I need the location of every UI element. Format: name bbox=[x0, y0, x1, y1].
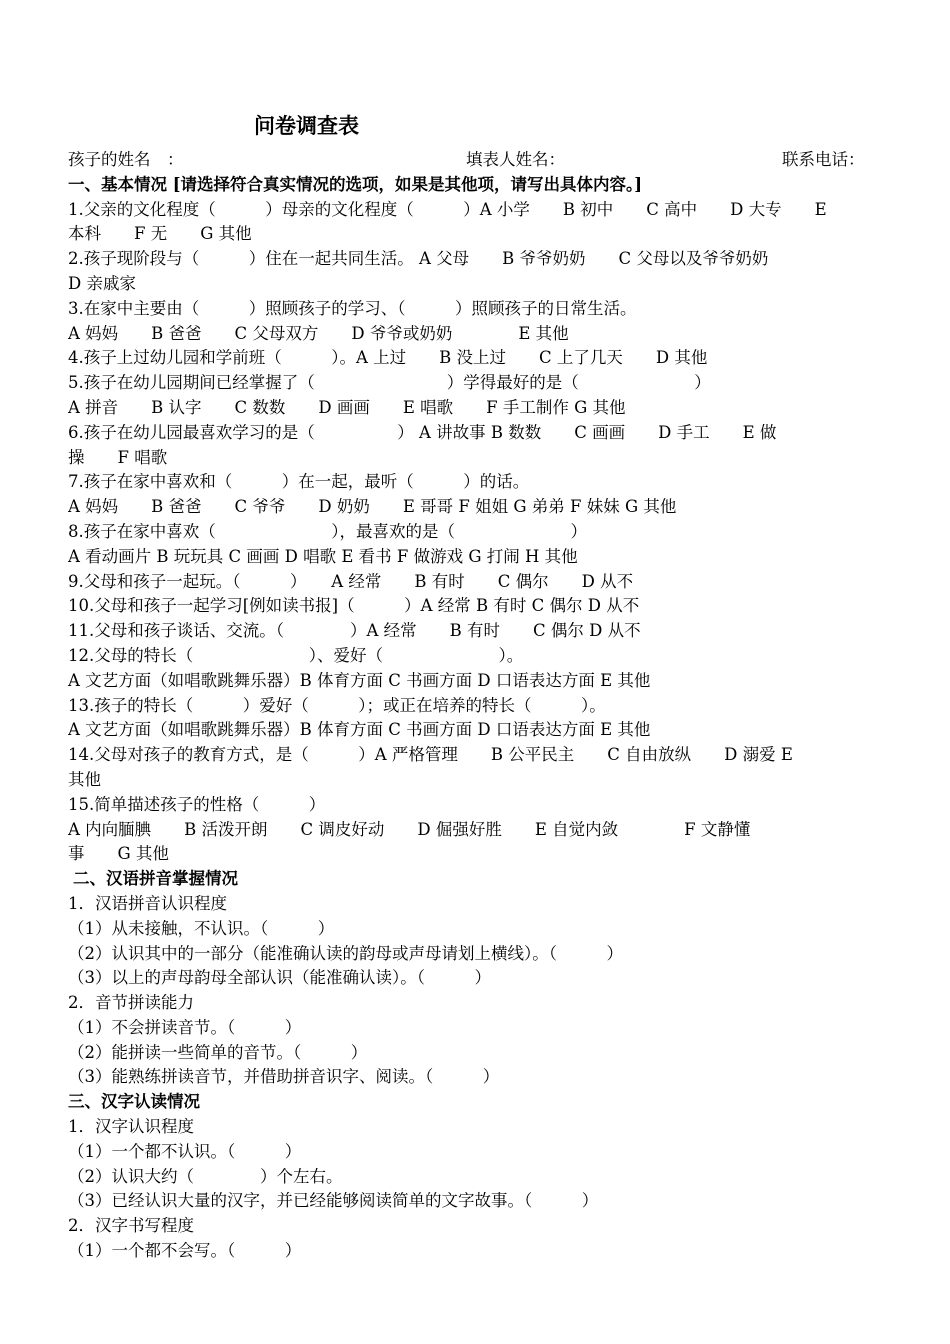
question-line: 1.父亲的文化程度（ ）母亲的文化程度（ ）A 小学 B 初中 C 高中 D 大专 E bbox=[68, 199, 827, 219]
question-line: A 内向腼腆 B 活泼开朗 C 调皮好动 D 倔强好胜 E 自觉内敛 F 文静懂 bbox=[68, 819, 751, 839]
question-line: （1）从未接触，不认识。（ ） bbox=[68, 918, 335, 938]
question-line: 6.孩子在幼儿园最喜欢学习的是（ ） A 讲故事 B 数数 C 画画 D 手工 E 做 bbox=[68, 422, 777, 442]
section-heading: 一、基本情况 [请选择符合真实情况的选项，如果是其他项，请写出具体内容。] bbox=[68, 174, 643, 194]
question-line: 8.孩子在家中喜欢（ ），最喜欢的是（ ） bbox=[68, 521, 587, 541]
question-line: （1）一个都不认识。（ ） bbox=[68, 1141, 302, 1161]
question-line: A 妈妈 B 爸爸 C 父母双方 D 爷爷或奶奶 E 其他 bbox=[68, 323, 569, 343]
child-name-label: 孩子的姓名 ： bbox=[68, 150, 184, 169]
questionnaire-body bbox=[68, 173, 888, 1264]
question-line: 2．汉字书写程度 bbox=[68, 1216, 194, 1236]
question-line: 2.孩子现阶段与（ ）住在一起共同生活。 A 父母 B 爷爷奶奶 C 父母以及爷爷奶奶 bbox=[68, 249, 769, 269]
question-line: （3）能熟练拼读音节，并借助拼音识字、阅读。（ ） bbox=[68, 1067, 500, 1087]
question-line: 14.父母对孩子的教育方式，是（ ）A 严格管理 B 公平民主 C 自由放纵 D 溺爱 E bbox=[68, 745, 793, 765]
question-line: 1．汉字认识程度 bbox=[68, 1117, 194, 1137]
question-line: 事 G 其他 bbox=[68, 844, 169, 864]
question-line: D 亲戚家 bbox=[68, 273, 136, 293]
question-line: （1）一个都不会写。（ ） bbox=[68, 1241, 302, 1261]
question-line: 5.孩子在幼儿园期间已经掌握了（ ）学得最好的是（ ） bbox=[68, 373, 711, 393]
question-line: 10.父母和孩子一起学习[例如读书报]（ ）A 经常 B 有时 C 偶尔 D 从不 bbox=[68, 596, 640, 616]
section-heading: 三、汉字认读情况 bbox=[68, 1092, 200, 1112]
question-line: A 妈妈 B 爸爸 C 爷爷 D 奶奶 E 哥哥 F 姐姐 G 弟弟 F 妹妹 G 其他 bbox=[68, 497, 677, 517]
questionnaire-page bbox=[68, 108, 888, 1264]
question-line: A 拼音 B 认字 C 数数 D 画画 E 唱歌 F 手工制作 G 其他 bbox=[68, 397, 626, 417]
question-line: 2．音节拼读能力 bbox=[68, 993, 194, 1013]
question-line: 9.父母和孩子一起玩。（ ） A 经常 B 有时 C 偶尔 D 从不 bbox=[68, 571, 634, 591]
phone-label: 联系电话： bbox=[782, 150, 865, 169]
question-line: 本科 F 无 G 其他 bbox=[68, 224, 252, 244]
question-line: 7.孩子在家中喜欢和（ ）在一起，最听（ ）的话。 bbox=[68, 472, 530, 492]
question-line: （3）以上的声母韵母全部认识（能准确认读）。（ ） bbox=[68, 968, 491, 988]
question-line: 1．汉语拼音认识程度 bbox=[68, 893, 227, 913]
info-row bbox=[68, 148, 888, 173]
question-line: 3.在家中主要由（ ）照顾孩子的学习、（ ）照顾孩子的日常生活。 bbox=[68, 298, 637, 318]
question-line: （2）能拼读一些简单的音节。（ ） bbox=[68, 1042, 368, 1062]
question-line: 其他 bbox=[68, 769, 101, 789]
question-line: A 看动画片 B 玩玩具 C 画画 D 唱歌 E 看书 F 做游戏 G 打闹 H 其他 bbox=[68, 546, 578, 566]
question-line: A 文艺方面（如唱歌跳舞乐器）B 体育方面 C 书画方面 D 口语表达方面 E 其他 bbox=[68, 670, 651, 690]
page-title: 问卷调查表 bbox=[254, 114, 359, 138]
section-heading: 二、汉语拼音掌握情况 bbox=[73, 869, 238, 889]
question-line: （3）已经认识大量的汉字，并已经能够阅读简单的文字故事。（ ） bbox=[68, 1191, 599, 1211]
question-line: （1）不会拼读音节。（ ） bbox=[68, 1017, 302, 1037]
question-line: 13.孩子的特长（ ）爱好（ ）；或正在培养的特长（ ）。 bbox=[68, 695, 606, 715]
question-line: A 文艺方面（如唱歌跳舞乐器）B 体育方面 C 书画方面 D 口语表达方面 E 其他 bbox=[68, 720, 651, 740]
question-line: （2）认识其中的一部分（能准确认读的韵母或声母请划上横线）。（ ） bbox=[68, 943, 623, 963]
filler-name-label: 填表人姓名： bbox=[466, 150, 565, 169]
question-line: 4.孩子上过幼儿园和学前班（ ）。A 上过 B 没上过 C 上了几天 D 其他 bbox=[68, 348, 708, 368]
question-line: 15.简单描述孩子的性格（ ） bbox=[68, 794, 326, 814]
question-line: 11.父母和孩子谈话、交流。（ ）A 经常 B 有时 C 偶尔 D 从不 bbox=[68, 621, 641, 641]
question-line: 12.父母的特长（ ）、爱好（ ）。 bbox=[68, 645, 524, 665]
question-line: （2）认识大约（ ）个左右。 bbox=[68, 1166, 343, 1186]
question-line: 操 F 唱歌 bbox=[68, 447, 168, 467]
